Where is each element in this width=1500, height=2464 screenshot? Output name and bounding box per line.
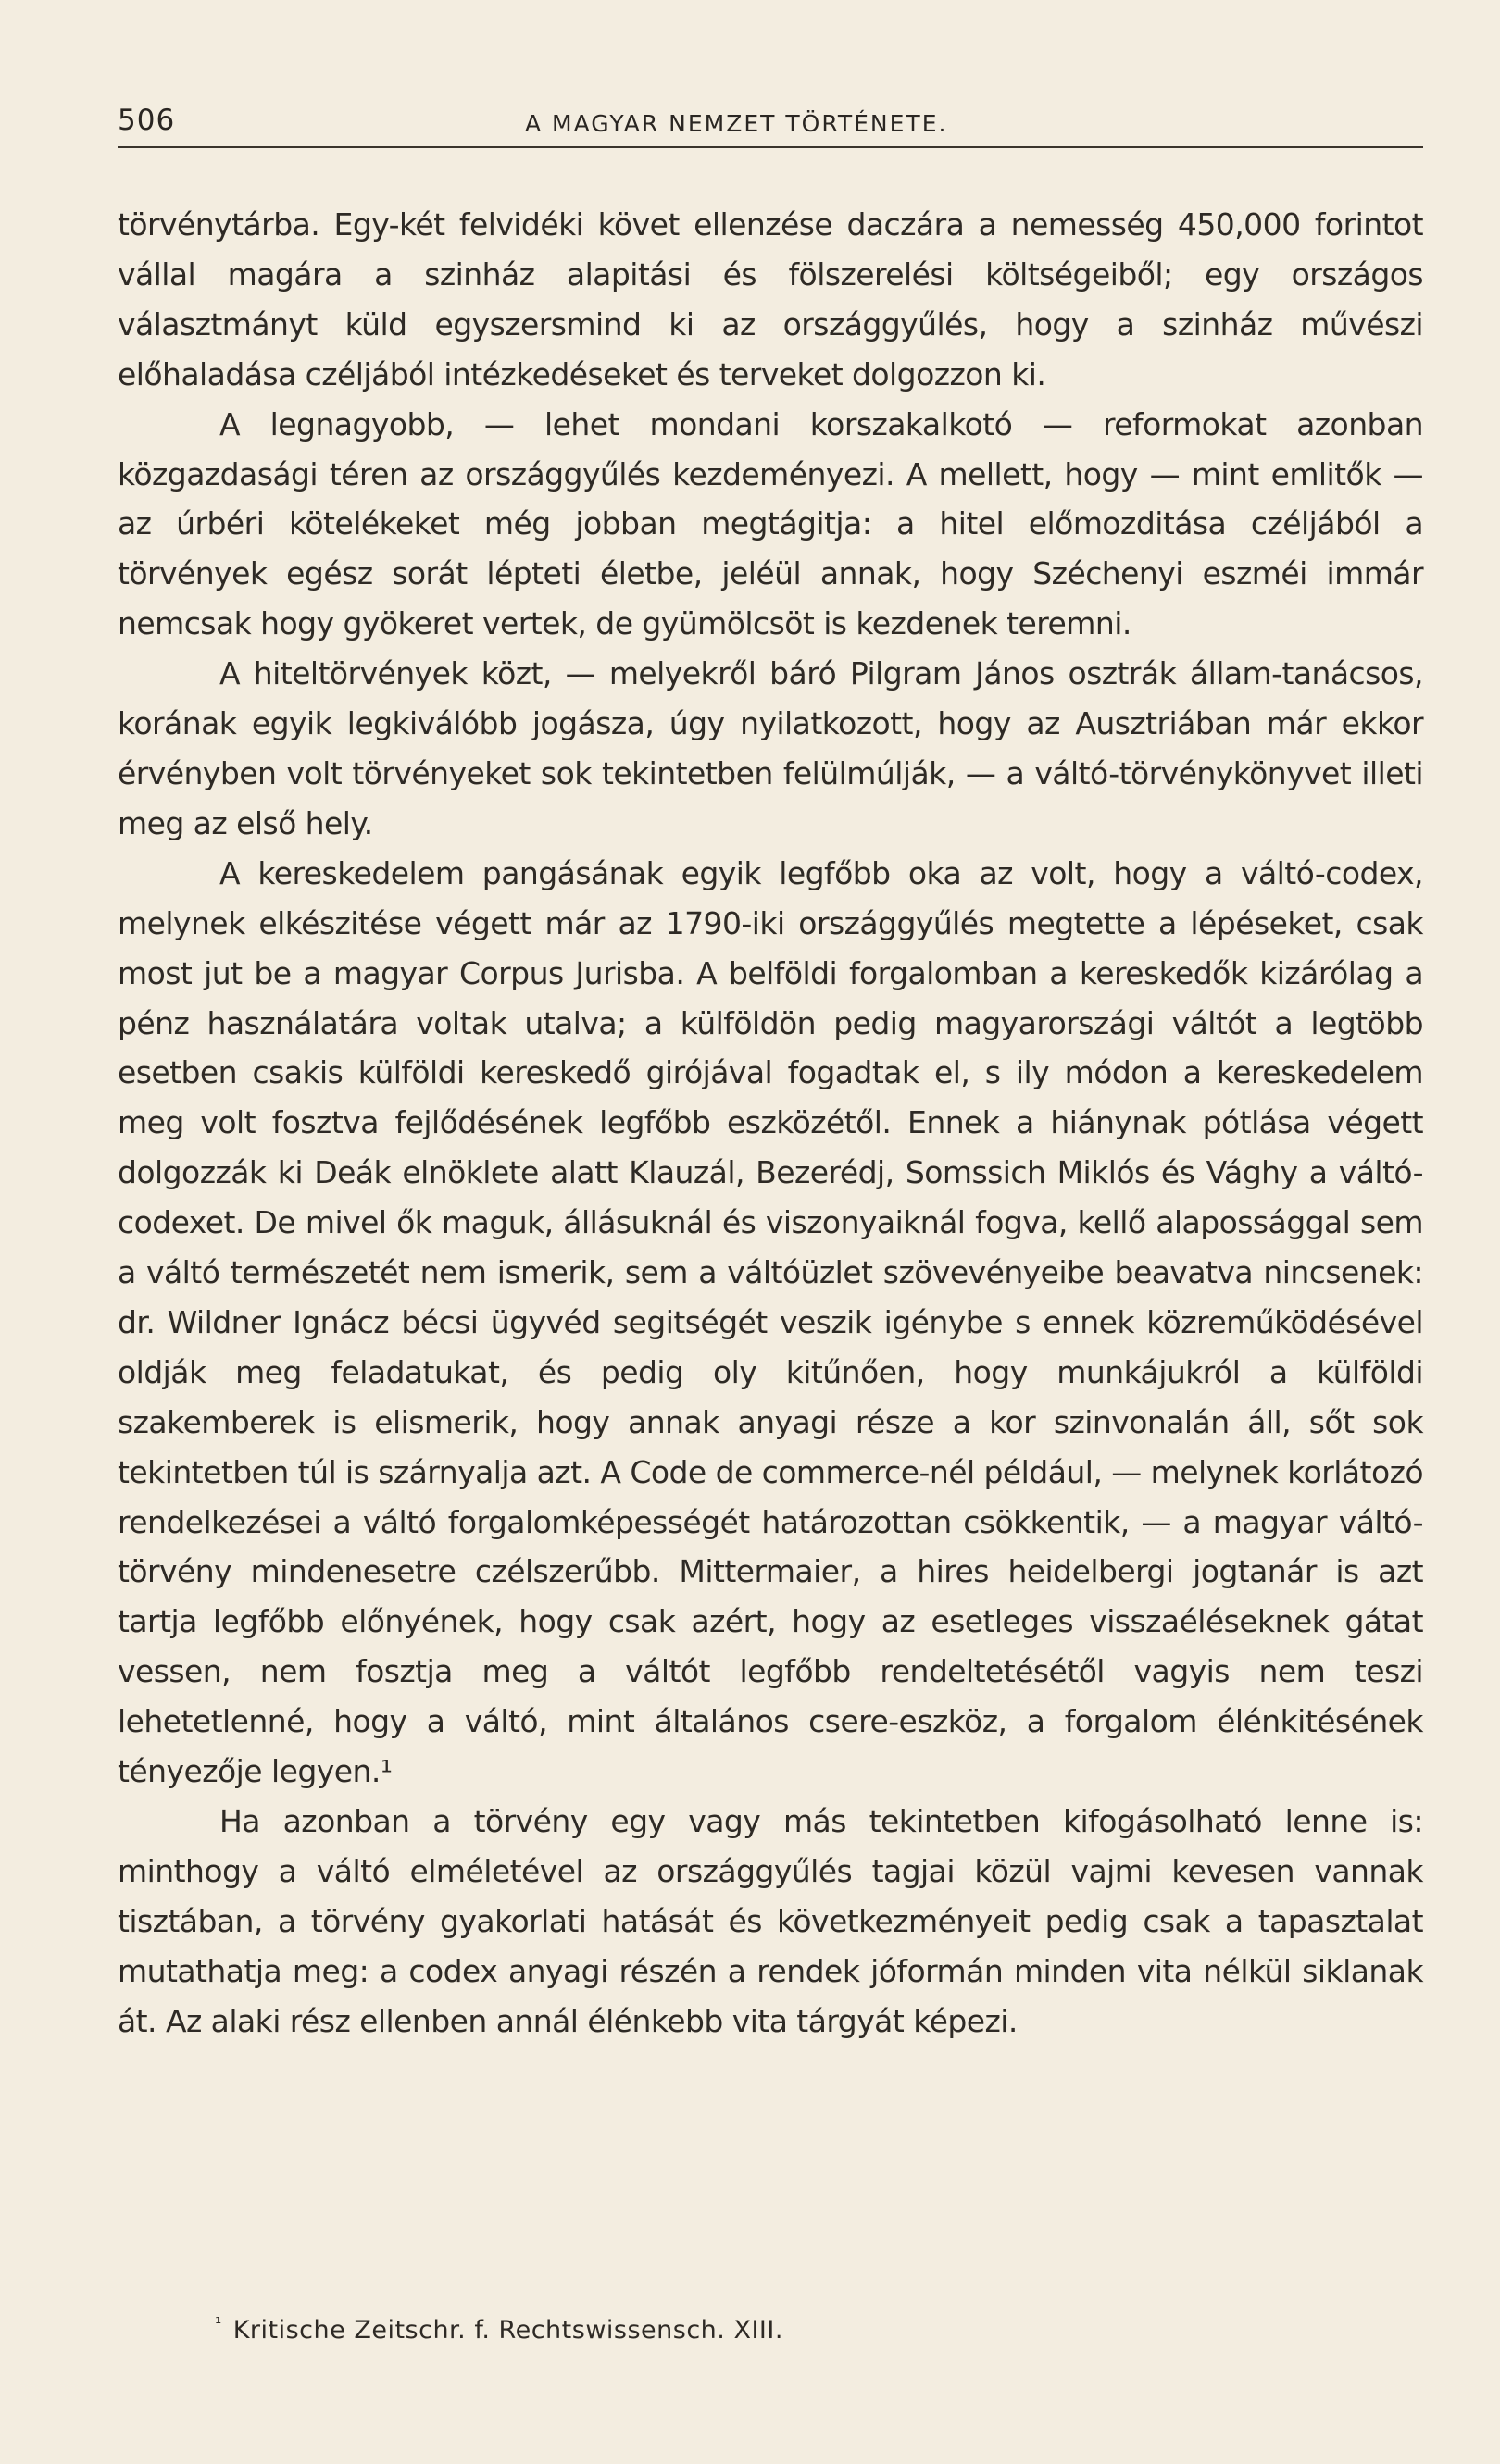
- footnote: [215, 2314, 783, 2345]
- paragraph: A kereskedelem pangásának egyik legfőbb oka az volt, hogy a váltó-codex, melynek elkészitése végett már az 1790-iki országgyűlés megtette a lépéseket, csak most jut be a magyar Corpus Jurisba. A belföldi forgalomban a kereskedők kizárólag a pénz használatára voltak utalva; a külföldön pedig magyarországi váltót a legtöbb esetben csakis külföldi kereskedő girójával fogadtak el, s ily módon a kereskedelem meg volt fosztva fejlődésének legfőbb eszközétől. Ennek a hiánynak pótlása végett dolgozzák ki Deák elnöklete alatt Klauzál, Bezerédj, Somssich Miklós és Vághy a váltó-codexet. De mivel ők maguk, állásuknál és viszonyaiknál fogva, kellő alapossággal sem a váltó természetét nem ismerik, sem a váltóüzlet szövevényeibe beavatva nincsenek: dr. Wildner Ignácz bécsi ügyvéd segitségét veszik igénybe s ennek közreműködésével oldják meg feladatukat, és pedig oly kitűnően, hogy munkájukról a külföldi szakemberek is elismerik, hogy annak anyagi része a kor szinvonalán áll, sőt sok tekintetben túl is szárnyalja azt. A Code de commerce-nél például, — melynek korlátozó rendelkezései a váltó forgalomképességét határozottan csökkentik, — a magyar váltó-törvény mindenesetre czélszerűbb. Mittermaier, a hires heidelbergi jogtanár is azt tartja legfőbb előnyének, hogy csak azért, hogy az esetleges visszaéléseknek gátat vessen, nem fosztja meg a váltót legfőbb rendeltetésétől vagyis nem teszi lehetetlenné, hogy a váltó, mint általános csere-eszköz, a forgalom élénkitésének tényezője legyen.¹: [118, 854, 1423, 1790]
- running-title: A MAGYAR NEMZET TÖRTÉNETE.: [525, 110, 948, 137]
- page-header: [118, 93, 1423, 148]
- footnote-marker: ¹: [215, 2314, 222, 2333]
- page-number: 506: [118, 104, 176, 137]
- paragraph: törvénytárba. Egy-két felvidéki követ ellenzése daczára a nemesség 450,000 forintot vállal magára a szinház alapitási és fölszerelési költségeiből; egy országos választmányt küld egyszersmind ki az országgyűlés, hogy a szinház művészi előhaladása czéljából intézkedéseket és terveket dolgozzon ki.: [118, 206, 1423, 392]
- body-text: [118, 200, 1423, 2047]
- footnote-text: Kritische Zeitschr. f. Rechtswissensch. XIII.: [232, 2316, 783, 2345]
- paragraph: A hiteltörvények közt, — melyekről báró Pilgram János osztrák állam-tanácsos, korának egyik legkiválóbb jogásza, úgy nyilatkozott, hogy az Ausztriában már ekkor érvényben volt törvényeket sok tekintetben felülmúlják, — a váltó-törvénykönyvet illeti meg az első hely.: [118, 655, 1423, 841]
- paragraph: Ha azonban a törvény egy vagy más tekintetben kifogásolható lenne is: minthogy a váltó elméletével az országgyűlés tagjai közül vajmi kevesen vannak tisztában, a törvény gyakorlati hatását és következményeit pedig csak a tapasztalat mutathatja meg: a codex anyagi részén a rendek jóformán minden vita nélkül siklanak át. Az alaki rész ellenben annál élénkebb vita tárgyát képezi.: [118, 1803, 1423, 2039]
- paragraph: A legnagyobb, — lehet mondani korszakalkotó — reformokat azonban közgazdasági téren az országgyűlés kezdeményezi. A mellett, hogy — mint emlitők — az úrbéri kötelékeket még jobban megtágitja: a hitel előmozditása czéljából a törvények egész sorát lépteti életbe, jeléül annak, hogy Széchenyi eszméi immár nemcsak hogy gyökeret vertek, de gyümölcsöt is kezdenek teremni.: [118, 405, 1423, 642]
